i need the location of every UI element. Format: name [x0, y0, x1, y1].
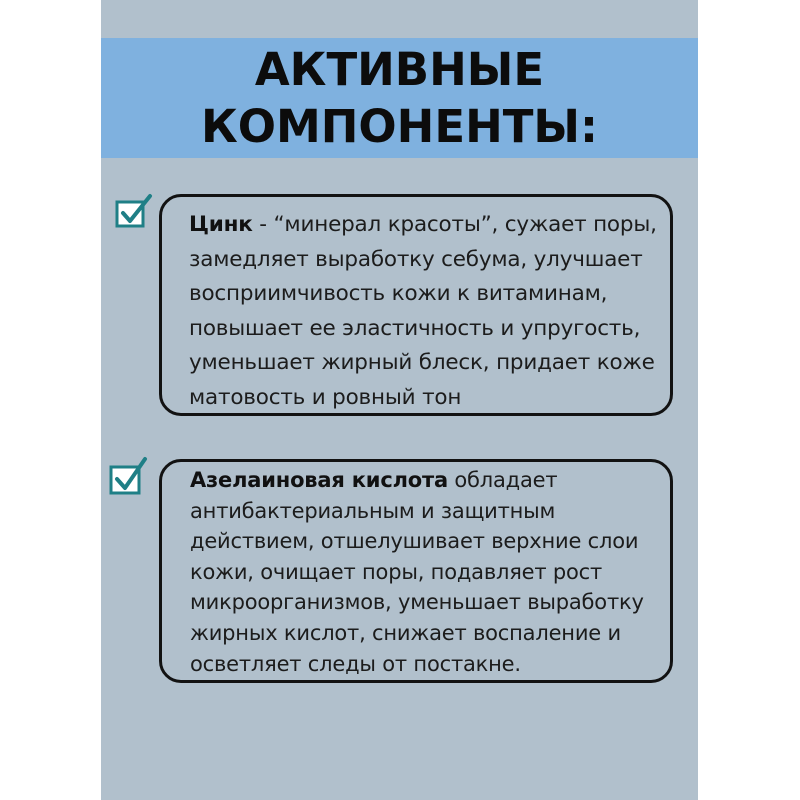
- component-description: - “минерал красоты”, сужает поры, замедляет выработку себума, улучшает восприимчивость кожи к витаминам, повышает ее эластичность и упругость, уменьшает жирный блеск, придает коже матовость и ровный тон: [189, 212, 657, 410]
- infographic-panel: [101, 0, 698, 800]
- title-line-2: КОМПОНЕНТЫ:: [200, 100, 599, 153]
- component-card-zinc: [159, 194, 673, 416]
- component-term: Азелаиновая кислота: [190, 468, 448, 492]
- checkbox-checked-icon: [114, 192, 154, 232]
- header-banner: [101, 38, 698, 158]
- checkbox-checked-icon: [108, 455, 148, 495]
- page-title: [101, 38, 698, 155]
- title-line-1: АКТИВНЫЕ: [254, 43, 545, 96]
- component-description: обладает антибактериальным и защитным действием, отшелушивает верхние слои кожи, очищает поры, подавляет рост микроорганизмов, уменьшает выработку жирных кислот, снижает воспаление и осветляет следы от постакне.: [190, 468, 644, 676]
- component-card-azelaic-acid: [159, 459, 673, 683]
- component-term: Цинк: [189, 212, 253, 237]
